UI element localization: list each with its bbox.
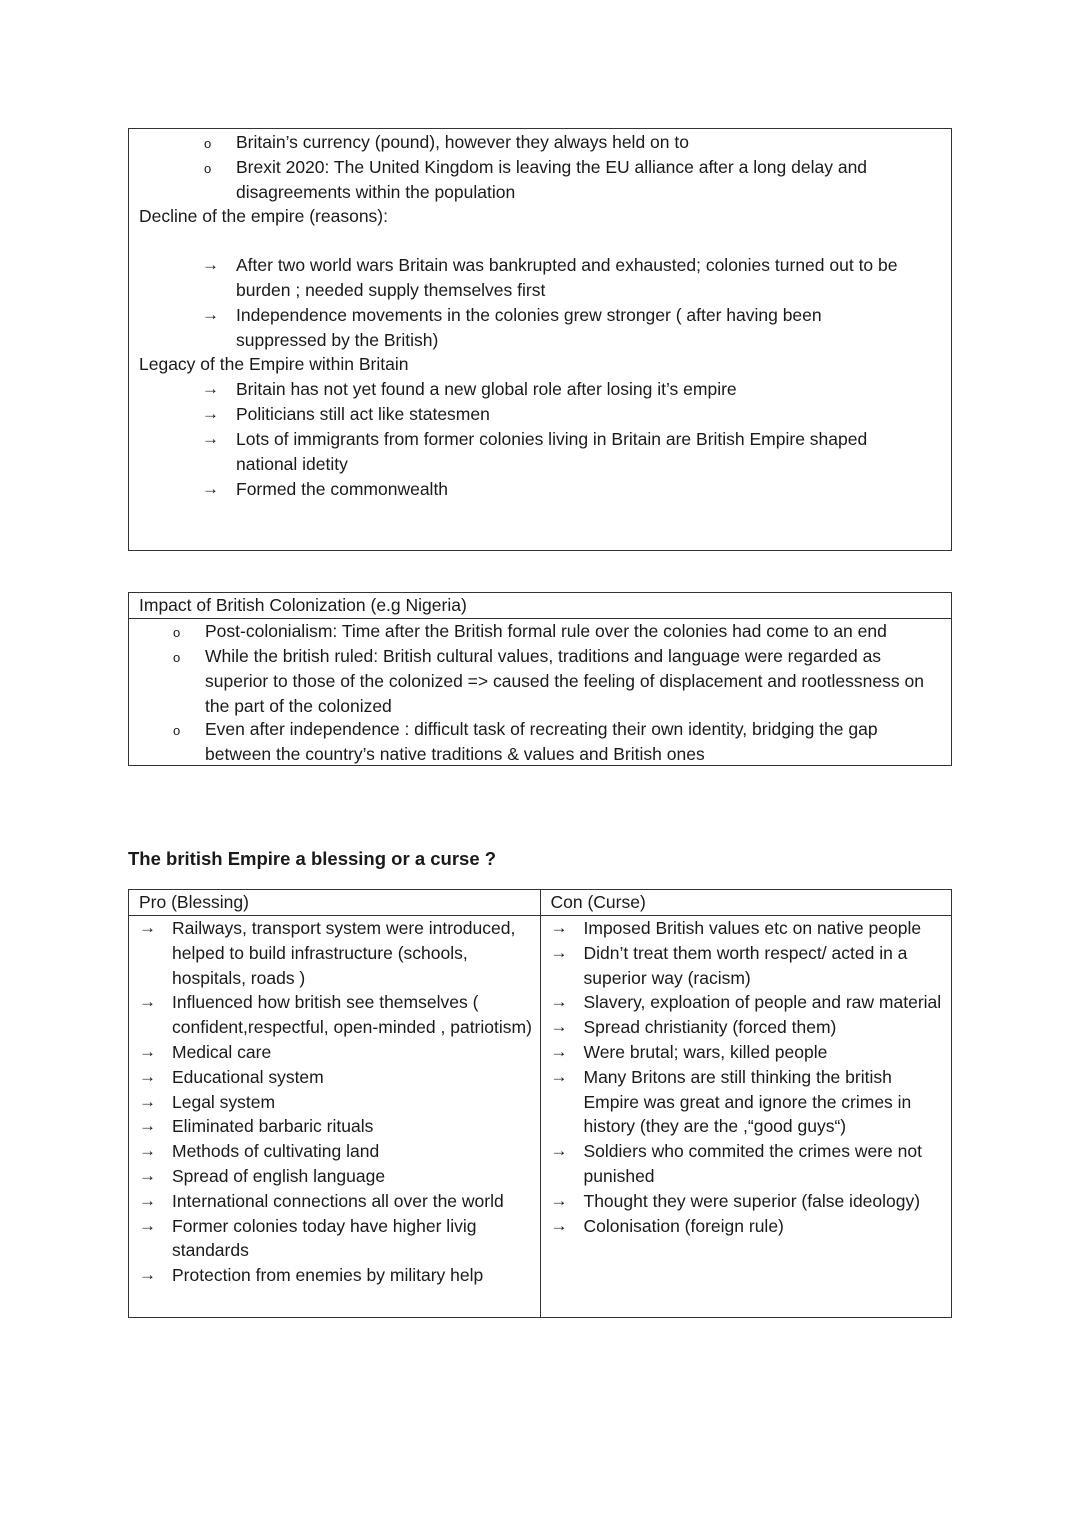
con-item-text: Soldiers who commited the crimes were not punished [583,1141,922,1186]
impact-text: Even after independence : difficult task of recreating their own identity, bridging the gap between the country’s native traditions & values and British ones [205,719,878,764]
con-item [541,941,952,991]
pro-item [129,1139,540,1164]
legacy-text: Lots of immigrants from former colonies living in Britain are British Empire shaped national idetity [236,429,868,474]
arrow-icon: → [550,918,568,937]
pro-column [129,916,541,1318]
pro-item [129,1090,540,1115]
pro-item [129,1189,540,1214]
legacy-item [129,377,949,402]
impact-item [129,644,951,717]
con-item-text: Were brutal; wars, killed people [583,1041,828,1062]
con-item-text: Spread christianity (forced them) [583,1017,837,1038]
pro-item-text: Methods of cultivating land [172,1141,380,1162]
arrow-icon: → [550,1017,568,1037]
pro-item-text: Railways, transport system were introduced, helped to build infrastructure (schools, hospitals, roads ) [172,918,516,988]
arrow-icon: → [550,992,568,1012]
circle-bullet-icon: o [173,723,181,738]
legacy-text: Politicians still act like statesmen [236,404,490,424]
pro-item-text: International connections all over the world [172,1190,504,1211]
con-item-text: Many Britons are still thinking the british Empire was great and ignore the crimes in history (they are the ,“good guys“) [583,1066,912,1137]
impact-box [128,592,952,766]
con-item [541,916,952,941]
con-item [541,1214,952,1239]
pro-con-table [128,889,952,1318]
pro-item [129,1065,540,1090]
pro-item [129,1040,540,1065]
arrow-icon: → [139,1091,156,1111]
decline-item [129,253,949,303]
impact-text: While the british ruled: British cultural values, traditions and language were regarded as superior to those of the colonized => caused the feeling of displacement and rootlessness on the part of the colonized [205,646,924,716]
arrow-icon: → [139,1041,156,1061]
con-item [541,1015,952,1040]
legacy-text: Formed the commonwealth [236,479,449,499]
decline-heading: Decline of the empire (reasons): [139,206,388,226]
pro-item-text: Legal system [172,1091,276,1112]
arrow-icon: → [139,1141,156,1161]
impact-item [129,717,951,766]
arrow-icon: → [139,918,156,937]
legacy-heading: Legacy of the Empire within Britain [139,354,409,374]
con-item-text: Colonisation (foreign rule) [583,1215,784,1236]
pro-item [129,916,540,990]
circle-bullet-icon: o [204,161,212,176]
con-item [541,1040,952,1065]
arrow-icon: → [139,1165,156,1185]
pro-item-text: Influenced how british see themselves ( confident,respectful, open-minded , patriotism) [172,992,532,1038]
circle-bullet-icon: o [173,625,181,640]
arrow-icon: → [202,404,219,423]
legacy-item [129,402,949,427]
section-heading: The british Empire a blessing or a curse ? [128,848,497,869]
decline-text: After two world wars Britain was bankrupted and exhausted; colonies turned out to be burden ; needed supply themselves first [236,255,898,300]
con-header: Con (Curse) [540,890,952,916]
arrow-icon: → [550,1190,568,1210]
arrow-icon: → [139,992,156,1012]
pro-item [129,1214,540,1264]
legacy-text: Britain has not yet found a new global role after losing it’s empire [236,379,737,399]
arrow-icon: → [139,1190,156,1210]
pro-item [129,1164,540,1189]
con-list [541,916,952,1238]
arrow-icon: → [202,429,219,448]
circle-bullet-icon: o [173,650,181,665]
arrow-icon: → [139,1116,156,1136]
arrow-icon: → [550,1141,568,1161]
con-column [540,916,952,1318]
con-item [541,990,952,1015]
arrow-icon: → [550,942,568,962]
con-item-text: Slavery, exploation of people and raw material [583,992,942,1013]
pro-header: Pro (Blessing) [129,890,541,916]
pro-item [129,990,540,1040]
con-item [541,1065,952,1139]
con-item-text: Didn’t treat them worth respect/ acted in a superior way (racism) [583,942,908,988]
arrow-icon: → [202,379,219,398]
con-item [541,1189,952,1214]
circle-bullet-icon: o [204,136,212,151]
pro-item [129,1114,540,1139]
arrow-icon: → [139,1215,156,1235]
pro-item-text: Protection from enemies by military help [172,1265,484,1286]
con-item-text: Imposed British values etc on native people [583,918,922,938]
brexit-bullet [129,155,949,204]
currency-bullet [129,130,949,155]
notes-box-empire [128,128,952,551]
pro-item-text: Spread of english language [172,1165,386,1186]
arrow-icon: → [202,479,219,498]
arrow-icon: → [550,1215,568,1235]
arrow-icon: → [139,1265,156,1285]
arrow-icon: → [139,1066,156,1086]
decline-item [129,303,949,352]
arrow-icon: → [202,255,219,274]
impact-item [129,619,951,644]
pro-item-text: Former colonies today have higher livig standards [172,1215,477,1261]
currency-text: Britain’s currency (pound), however they always held on to [236,132,689,152]
impact-text: Post-colonialism: Time after the British formal rule over the colonies had come to an end [205,621,887,641]
legacy-item [129,427,949,477]
decline-text: Independence movements in the colonies grew stronger ( after having been suppressed by the British) [236,305,822,350]
pro-item-text: Medical care [172,1041,272,1062]
legacy-item [129,477,949,502]
pro-item-text: Eliminated barbaric rituals [172,1116,374,1137]
arrow-icon: → [550,1041,568,1061]
impact-title: Impact of British Colonization (e.g Nigeria) [129,593,951,619]
con-item [541,1139,952,1189]
pro-item [129,1263,540,1288]
arrow-icon: → [550,1066,568,1086]
pro-item-text: Educational system [172,1066,324,1087]
brexit-text: Brexit 2020: The United Kingdom is leaving the EU alliance after a long delay and disagreements within the population [236,157,868,202]
pro-list [129,916,540,1288]
con-item-text: Thought they were superior (false ideology) [583,1190,921,1211]
arrow-icon: → [202,305,219,324]
